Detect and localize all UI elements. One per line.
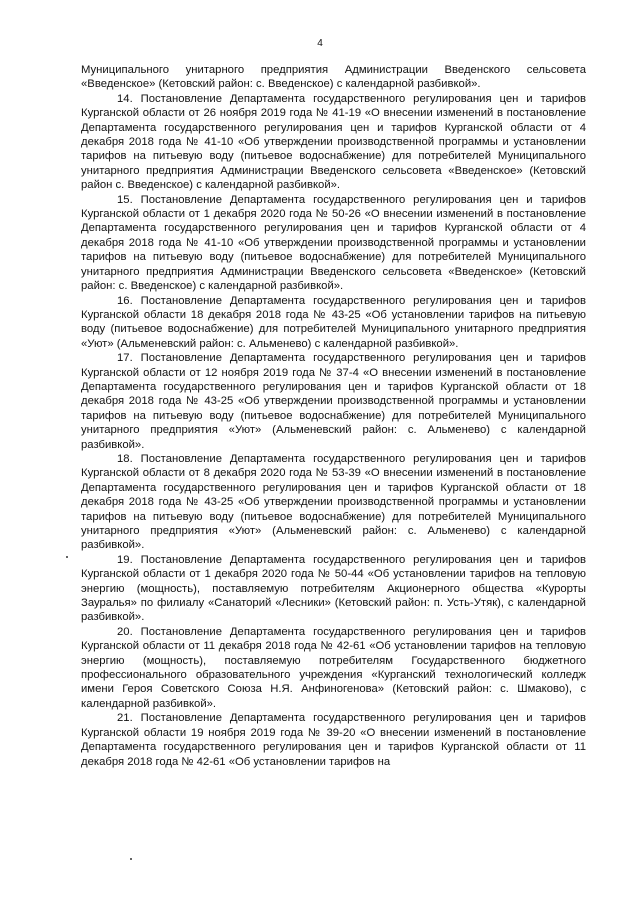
list-item: 14. Постановление Департамента государственного регулирования цен и тарифов Курганской области от 26 ноября 2019 года № 41-19 «О внесении изменений в постановление Департамента государственного регулирования цен и тарифов Курганской области от 4 декабря 2018 года № 41-10 «Об утверждении производственной программы и установлении тарифов на питьевую воду (питьевое водоснабжение) для потребителей Муниципального унитарного предприятия Администрации Введенского сельсовета «Введенское» (Кетовский район с. Введенское) с календарной разбивкой». [81,92,586,192]
list-item: 17. Постановление Департамента государственного регулирования цен и тарифов Курганской области от 12 ноября 2019 года № 37-4 «О внесении изменений в постановление Департамента государственного регулирования цен и тарифов Курганской области от 18 декабря 2018 года № 43-25 «Об утверждении производственной программы и установлении тарифов на питьевую воду (питьевое водоснабжение) для потребителей Муниципального унитарного предприятия «Уют» (Альменевский район: с. Альменево) с календарной разбивкой». [81,352,586,451]
document-body [81,63,586,769]
list-item: 21. Постановление Департамента государственного регулирования цен и тарифов Курганской области 19 ноября 2019 года № 39-20 «О внесении изменений в постановление Департамента государственного регулирования цен и тарифов Курганской области от 11 декабря 2018 года № 42-61 «Об установлении тарифов на [81,712,586,768]
list-item: 15. Постановление Департамента государственного регулирования цен и тарифов Курганской области от 1 декабря 2020 года № 50-26 «О внесении изменений в постановление Департамента государственного регулирования цен и тарифов Курганской области от 4 декабря 2018 года № 41-10 «Об утверждении производственной программы и установлении тарифов на питьевую воду (питьевое водоснабжение) для потребителей Муниципального унитарного предприятия Администрации Введенского сельсовета «Введенское» (Кетовский район: с. Введенское) с календарной разбивкой». [81,193,586,293]
scan-speck [66,556,68,558]
list-item: 16. Постановление Департамента государственного регулирования цен и тарифов Курганской области 18 декабря 2018 года № 43-25 «Об установлении тарифов на питьевую воду (питьевое водоснабжение) для потребителей Муниципального унитарного предприятия «Уют» (Альменевский район: с. Альменево) с календарной разбивкой». [81,294,586,350]
list-item: 18. Постановление Департамента государственного регулирования цен и тарифов Курганской области от 8 декабря 2020 года № 53-39 «О внесении изменений в постановление Департамента государственного регулирования цен и тарифов Курганской области от 18 декабря 2018 года № 43-25 «Об утверждении производственной программы и установлении тарифов на питьевую воду (питьевое водоснабжение) для потребителей Муниципального унитарного предприятия «Уют» (Альменевский район: с. Альменево) с календарной разбивкой». [81,452,586,552]
list-item: 19. Постановление Департамента государственного регулирования цен и тарифов Курганской области от 1 декабря 2020 года № 50-44 «Об установлении тарифов на тепловую энергию (мощность), поставляемую потребителям Акционерного общества «Курорты Зауралья» по филиалу «Санаторий «Лесники» (Кетовский район: п. Усть-Утяк), с календарной разбивкой». [81,553,586,624]
scan-speck [130,858,132,860]
lead-paragraph: Муниципального унитарного предприятия Администрации Введенского сельсовета «Введенское» (Кетовский район: с. Введенское) с календарной разбивкой». [81,64,586,91]
list-item: 20. Постановление Департамента государственного регулирования цен и тарифов Курганской области от 11 декабря 2018 года № 42-61 «Об установлении тарифов на тепловую энергию (мощность), поставляемую потребителям Государственного бюджетного профессионального образовательного учреждения «Курганский технологический колледж имени Героя Советского Союза Н.Я. Анфиногенова» (Кетовский район: с. Шмаково), с календарной разбивкой». [81,625,586,710]
page-number: 4 [317,38,323,49]
